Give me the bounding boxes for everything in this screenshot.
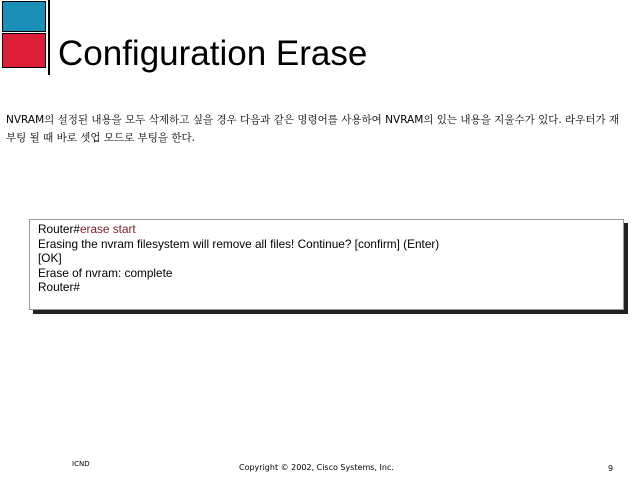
title-divider xyxy=(48,0,50,75)
slide-title: Configuration Erase xyxy=(58,34,368,73)
terminal-output-line: Erase of nvram: complete xyxy=(38,265,173,280)
footer-copyright: Copyright © 2002, Cisco Systems, Inc. xyxy=(239,463,394,472)
page-number: 9 xyxy=(608,464,614,473)
teal-accent-square xyxy=(2,1,46,32)
red-accent-square xyxy=(2,33,46,68)
terminal-output-line: [OK] xyxy=(38,251,62,266)
terminal-prompt: Router# xyxy=(38,222,80,236)
slide-intro-text: NVRAM의 설정된 내용을 모두 삭제하고 싶을 경우 다음과 같은 명령어를 사용하여 NVRAM의 있는 내용을 지울수가 있다. 라우터가 재 부팅 될 때 바로 셋업 모드로 부팅을 한다. xyxy=(6,114,620,144)
terminal-command-line xyxy=(38,222,623,237)
terminal-output-box xyxy=(29,219,624,310)
terminal-output-line: Erasing the nvram filesystem will remove all files! Continue? [confirm] (Enter) xyxy=(38,236,440,251)
footer-course-label: ICND xyxy=(72,460,90,468)
terminal-command: erase start xyxy=(79,222,136,236)
terminal-final-prompt: Router# xyxy=(38,280,80,295)
